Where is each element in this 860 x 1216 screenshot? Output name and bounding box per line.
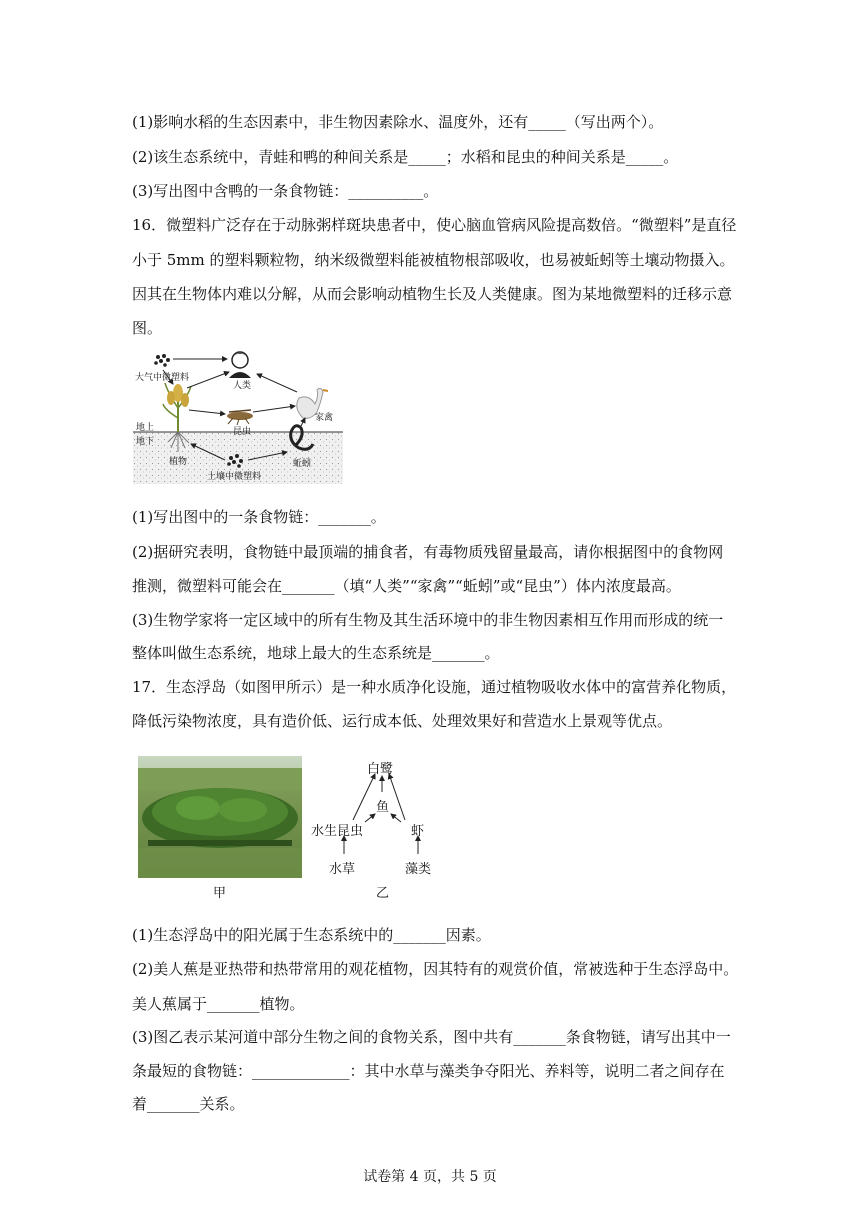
insect-icon xyxy=(227,410,253,425)
q16-part2-line1: (2)据研究表明，食物链中最顶端的捕食者，有毒物质残留量最高，请你根据图中的食物网 xyxy=(132,543,724,561)
label-poultry: 家禽 xyxy=(315,413,334,423)
q17-part3-line1: (3)图乙表示某河道中部分生物之间的食物关系，图中共有_______条食物链，请写出其中一 xyxy=(132,1028,731,1046)
q17-part1: (1)生态浮岛中的阳光属于生态系统中的_______因素。 xyxy=(132,926,491,944)
node-shrimp: 虾 xyxy=(411,824,425,839)
q17-stem-line1: 17．生态浮岛（如图甲所示）是一种水质净化设施，通过植物吸收水体中的富营养化物质， xyxy=(132,678,737,696)
label-air-microplastic: 大气中微塑料 xyxy=(135,373,190,383)
q16-part3-line2: 整体叫做生态系统，地球上最大的生态系统是_______。 xyxy=(132,644,500,662)
node-algae: 藻类 xyxy=(405,862,432,877)
node-aquatic-insect: 水生昆虫 xyxy=(311,824,364,839)
arrow-shrimp-to-egret xyxy=(389,774,405,820)
node-water-grass: 水草 xyxy=(329,862,356,877)
q17-part3-line3: 着_______关系。 xyxy=(132,1095,245,1113)
arrow-earthworm-to-poultry xyxy=(301,418,305,426)
air-microplastic-dots-icon xyxy=(154,354,170,367)
caption-figure-b: 乙 xyxy=(376,886,390,901)
label-below-ground: 地下 xyxy=(136,437,155,447)
label-soil-microplastic: 土壤中微塑料 xyxy=(207,472,262,482)
node-egret: 白鹭 xyxy=(367,762,394,777)
q16-part2-line2: 推测，微塑料可能会在_______（填“人类”“家禽”“蚯蚓”或“昆虫”）体内浓度最高。 xyxy=(132,577,681,595)
caption-figure-a: 甲 xyxy=(213,886,227,901)
q17-stem-line2: 降低污染物浓度，具有造价低、运行成本低、处理效果好和营造水上景观等优点。 xyxy=(132,712,673,730)
arrow-insect-to-poultry xyxy=(253,406,295,412)
human-icon xyxy=(229,352,251,378)
arrow-plant-to-insect xyxy=(189,410,225,414)
label-insect: 昆虫 xyxy=(233,427,252,437)
q15-part1: (1)影响水稻的生态因素中，非生物因素除水、温度外，还有_____（写出两个）。 xyxy=(132,113,664,131)
arrow-insect-to-egret xyxy=(353,774,375,820)
label-human: 人类 xyxy=(233,381,252,391)
q16-stem-line2: 小于 5mm 的塑料颗粒物，纳米级微塑料能被植物根部吸收，也易被蚯蚓等土壤动物摄入。 xyxy=(132,251,735,269)
q17-part2-line2: 美人蕉属于_______植物。 xyxy=(132,995,305,1013)
arrow-plant-to-human xyxy=(187,372,229,388)
q17-part2-line1: (2)美人蕉是亚热带和热带常用的观花植物，因其特有的观赏价值，常被选种于生态浮岛中。 xyxy=(132,960,739,978)
q16-stem-line3: 因其在生物体内难以分解，从而会影响动植物生长及人类健康。图为某地微塑料的迁移示意 xyxy=(132,285,733,303)
q16-stem-line1: 16．微塑料广泛存在于动脉粥样斑块患者中，使心脑血管病风险提高数倍。“微塑料”是直径 xyxy=(132,216,737,234)
page-footer: 试卷第 4 页，共 5 页 xyxy=(363,1169,497,1185)
node-fish: 鱼 xyxy=(376,800,390,815)
label-plant: 植物 xyxy=(169,457,188,467)
q16-stem-line4: 图。 xyxy=(132,319,163,337)
floating-island-photo xyxy=(138,756,302,878)
label-above-ground: 地上 xyxy=(136,423,155,433)
q16-part1: (1)写出图中的一条食物链：_______。 xyxy=(132,508,386,526)
q15-part3: (3)写出图中含鸭的一条食物链：__________。 xyxy=(132,182,439,200)
label-earthworm: 蚯蚓 xyxy=(293,459,312,469)
arrow-poultry-to-human xyxy=(257,374,297,392)
arrow-insect-to-fish xyxy=(365,814,375,822)
q15-part2: (2)该生态系统中，青蛙和鸭的种间关系是_____；水稻和昆虫的种间关系是_____。 xyxy=(132,148,679,166)
q16-part3-line1: (3)生物学家将一定区域中的所有生物及其生活环境中的非生物因素相互作用而形成的统一 xyxy=(132,611,724,629)
q17-part3-line2: 条最短的食物链：_____________：其中水草与藻类争夺阳光、养料等，说明二者之间存在 xyxy=(132,1062,725,1080)
arrow-shrimp-to-fish xyxy=(391,814,401,822)
microplastic-migration-figure xyxy=(133,348,343,484)
river-food-web-diagram xyxy=(305,758,445,878)
